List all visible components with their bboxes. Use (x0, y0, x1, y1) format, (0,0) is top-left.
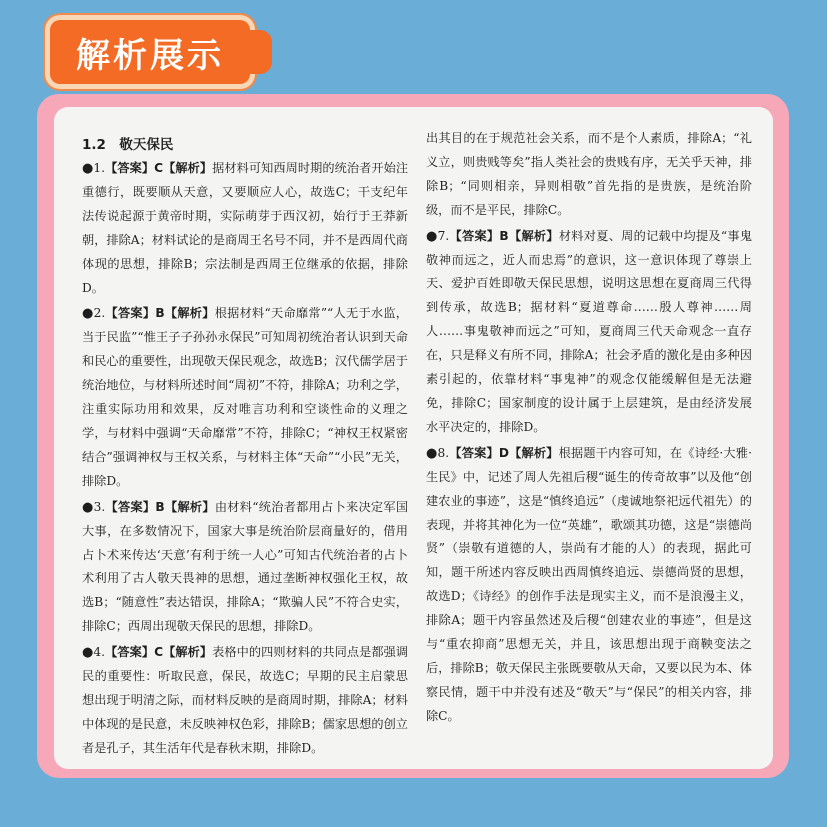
right-column (426, 127, 752, 731)
question-item-3: ●3.【答案】B【解析】由材料“统治者都用占卜来决定军国大事，在多数情况下，国家大事是统治阶层商量好的，借用占卜术来传达‘天意’有利于统一人心”可知古代统治者的占卜术利用了古人敬天畏神的思想，通过垄断神权强化王权，故选B；“随意性”表达错误，排除A；“欺骗人民”不符合史实，排除C；西周出现敬天保民的思想，排除D。 (82, 499, 409, 634)
question-item-7: ●7.【答案】B【解析】材料对夏、周的记载中均提及“事鬼敬神而远之，近人而忠焉”的意识，这一意识体现了尊崇上天、爱护百姓即敬天保民思想，说明这思想在夏商周三代得到传承，故选B；据材料“夏道尊命……殷人尊神……周人……事鬼敬神而远之”可知，夏商周三代天命观念一直存在，只是释义有所不同，排除A；社会矛盾的激化是由多种因素引起的，依靠材料“事鬼神”的观念仅能缓解但是无法避免，排除C；国家制度的设计属于上层建筑，是由经济发展水平决定的，排除D。 (426, 228, 753, 434)
page-title: 解析展示 (76, 35, 224, 76)
left-column (82, 133, 408, 763)
section-badge (50, 20, 250, 84)
question-item-4: ●4.【答案】C【解析】表格中的四则材料的共同点是都强调民的重要性：听取民意，保民，故选C；早期的民主启蒙思想出现于明清之际，而材料反映的是商周时期，排除A；材料中体现的是民意，未反映神权色彩，排除B；儒家思想的创立者是孔子，其生活年代是春秋末期，排除D。 (82, 645, 409, 755)
question-item-1: ●1.【答案】C【解析】据材料可知西周时期的统治者开始注重德行，既要顺从天意，又要顺应人心，故选C；干支纪年法传说起源于黄帝时期，实际萌芽于西汉初，始行于王莽新朝，排除A；材料试论的是商周王名号不同，并不是西周代商体现的思想，排除B；宗法制是西周王位继承的依据，排除D。 (82, 161, 409, 295)
explanation-text: 材料对夏、周的记载中均提及“事鬼敬神而远之，近人而忠焉”的意识，这一意识体现了尊崇上天、爱护百姓即敬天保民思想，说明这思想在夏商周三代得到传承，故选B；据材料“夏道尊命……殷人尊神……周人……事鬼敬神而远之”可知，夏商周三代天命观念一直存在，只是释义有所不同，排除A；社会矛盾的激化是由多种因素引起的，依靠材料“事鬼神”的观念仅能缓解但是无法避免，排除C；国家制度的设计属于上层建筑，是由经济发展水平决定的，排除D。 (426, 228, 753, 434)
explanation-text: 根据材料“天命靡常”“人无于水监，当于民监”“惟王子子孙孙永保民”可知周初统治者认识到天命和民心的重要性，出现敬天保民观念，故选B；汉代儒学居于统治地位，与材料所述时间“周初”不符，排除A；功利之学，注重实际功用和效果，反对唯言功利和空谈性命的义理之学，与材料中强调“天命靡常”不符，排除C；“神权王权紧密结合”强调神权与王权关系，与材料主体“天命”“小民”无关，排除D。 (82, 306, 408, 488)
bullet-icon: ● (82, 499, 94, 515)
explanation-text: 据材料可知西周时期的统治者开始注重德行，既要顺从天意，又要顺应人心，故选C；干支纪年法传说起源于黄帝时期，实际萌芽于西汉初，始行于王莽新朝，排除A；材料试论的是商周王名号不同，并不是西周代商体现的思想，排除B；宗法制是西周王位继承的依据，排除D。 (82, 161, 409, 295)
bullet-icon: ● (426, 228, 438, 244)
question-item-2: ●2.【答案】B【解析】根据材料“天命靡常”“人无于水监，当于民监”“惟王子子孙孙永保民”可知周初统治者认识到天命和民心的重要性，出现敬天保民观念，故选B；汉代儒学居于统治地位，与材料所述时间“周初”不符，排除A；功利之学，注重实际功用和效果，反对唯言功利和空谈性命的义理之学，与材料中强调“天命靡常”不符，排除C；“神权王权紧密结合”强调神权与王权关系，与材料主体“天命”“小民”无关，排除D。 (82, 306, 408, 488)
bullet-icon: ● (82, 645, 94, 661)
continued-paragraph: 出其目的在于规范社会关系，而不是个人素质，排除A；“礼义立，则贵贱等矣”指人类社会的贵贱有序，无关乎天神，排除B；“同则相亲，异则相敬”首先指的是贵族，是统治阶级，而不是平民，排除C。 (426, 131, 752, 217)
explanation-text: 由材料“统治者都用占卜来决定军国大事，在多数情况下，国家大事是统治阶层商量好的，借用占卜术来传达‘天意’有利于统一人心”可知古代统治者的占卜术利用了古人敬天畏神的思想，通过垄断神权强化王权，故选B；“随意性”表达错误，排除A；“欺骗人民”不符合史实，排除C；西周出现敬天保民的思想，排除D。 (82, 499, 409, 634)
document-page (54, 107, 773, 769)
explanation-text: 表格中的四则材料的共同点是都强调民的重要性：听取民意，保民，故选C；早期的民主启蒙思想出现于明清之际，而材料反映的是商周时期，排除A；材料中体现的是民意，未反映神权色彩，排除B；儒家思想的创立者是孔子，其生活年代是春秋末期，排除D。 (82, 645, 409, 755)
bullet-icon: ● (82, 306, 94, 322)
explanation-text: 根据题干内容可知，在《诗经·大雅·生民》中，记述了周人先祖后稷“诞生的传奇故事”以及他“创建农业的事迹”，这是“慎终追远”（虔诚地祭祀远代祖先）的表现，并将其神化为一位“英雄”，歌颂其功德，这是“崇德尚贤”（崇敬有道德的人，崇尚有才能的人）的表现，据此可知，题干所述内容反映出西周慎终追远、崇德尚贤的思想，故选D；《诗经》的创作手法是现实主义，而不是浪漫主义，排除A；题干内容虽然述及后稷“创建农业的事迹”，但是这与“重农抑商”思想无关，并且，该思想出现于商鞅变法之后，排除B；敬天保民主张既要敬从天命，又要以民为本、体察民情，题干中并没有述及“敬天”与“保民”的相关内容，排除C。 (426, 445, 753, 723)
section-title: 1.2 敬天保民 (82, 137, 174, 153)
question-item-8: ●8.【答案】D【解析】根据题干内容可知，在《诗经·大雅·生民》中，记述了周人先祖后稷“诞生的传奇故事”以及他“创建农业的事迹”，这是“慎终追远”（虔诚地祭祀远代祖先）的表现，并将其神化为一位“英雄”，歌颂其功德，这是“崇德尚贤”（崇敬有道德的人，崇尚有才能的人）的表现，据此可知，题干所述内容反映出西周慎终追远、崇德尚贤的思想，故选D；《诗经》的创作手法是现实主义，而不是浪漫主义，排除A；题干内容虽然述及后稷“创建农业的事迹”，但是这与“重农抑商”思想无关，并且，该思想出现于商鞅变法之后，排除B；敬天保民主张既要敬从天命，又要以民为本、体察民情，题干中并没有述及“敬天”与“保民”的相关内容，排除C。 (426, 445, 753, 723)
bullet-icon: ● (426, 445, 438, 461)
bullet-icon: ● (82, 161, 94, 176)
